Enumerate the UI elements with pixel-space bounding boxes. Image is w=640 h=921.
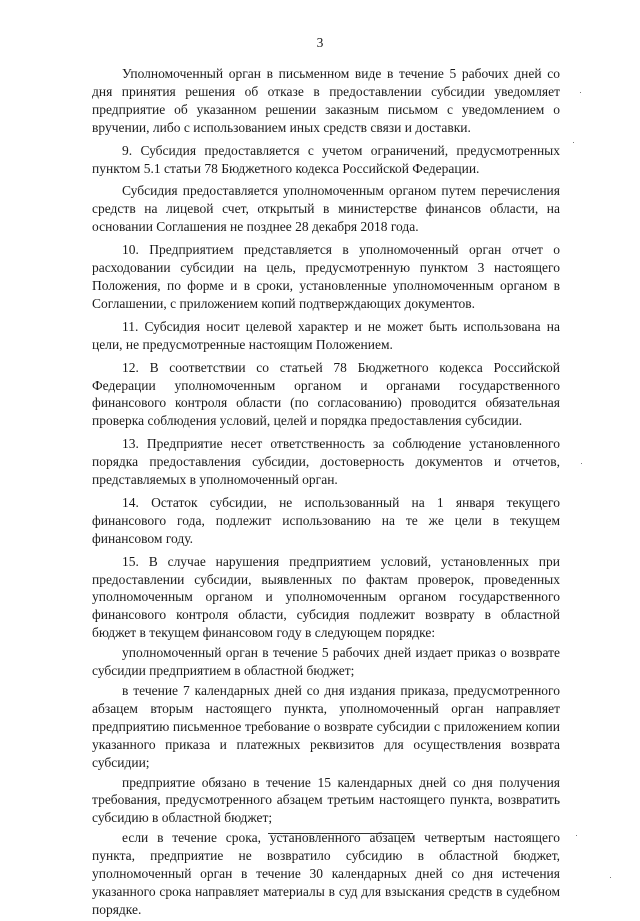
paragraph-15-step-4: если в течение срока, установленного абзацем четвертым настоящего пункта, предприятие не возвратило субсидию в областной бюджет, уполномоченный орган в течение 30 календарных дней со дня истечения указанного срока направляет материалы в суд для взыскания средств в судебном порядке. xyxy=(92,830,560,917)
page-number: 3 xyxy=(316,35,324,50)
paragraph-11: 11. Субсидия носит целевой характер и не может быть использована на цели, не предусмотренные настоящим Положением. xyxy=(92,318,560,352)
scan-speck xyxy=(581,463,582,464)
paragraph-15-step-1: уполномоченный орган в течение 5 рабочих дней издает приказ о возврате субсидии предприятием в областной бюджет; xyxy=(92,645,560,679)
paragraph-12: 12. В соответствии со статьей 78 Бюджетного кодекса Российской Федерации уполномоченным органом и органами государственного финансового контроля области (по согласованию) проводится обязательная проверка соблюдения условий, целей и порядка предоставления субсидии. xyxy=(92,359,560,429)
paragraph-14: 14. Остаток субсидии, не использованный на 1 января текущего финансового года, подлежит использованию на те же цели в текущем финансовом году. xyxy=(92,494,560,546)
scan-speck xyxy=(580,92,581,93)
paragraph-10: 10. Предприятием представляется в уполномоченный орган отчет о расходовании субсидии на цель, предусмотренную пунктом 3 настоящего Положения, по форме и в сроки, установленные уполномоченным органом в Соглашении, с приложением копий подтверждающих документов. xyxy=(92,242,560,311)
end-of-text-rule xyxy=(268,833,413,834)
paragraph-15-step-2: в течение 7 календарных дней со дня издания приказа, предусмотренного абзацем вторым настоящего пункта, уполномоченный орган направляет предприятию письменное требование о возврате субсидии с приложением копии указанного приказа и платежных реквизитов для осуществления возврата субсидии; xyxy=(92,683,560,770)
paragraph-9-transfer: Субсидия предоставляется уполномоченным органом путем перечисления средств на лицевой счет, открытый в министерстве финансов области, на основании Соглашения не позднее 28 декабря 2018 года. xyxy=(92,183,560,235)
scan-speck xyxy=(573,142,574,143)
scan-speck xyxy=(610,877,611,878)
scan-speck xyxy=(576,835,577,836)
paragraph-refusal-notice: Уполномоченный орган в письменном виде в течение 5 рабочих дней со дня принятия решения об отказе в предоставлении субсидии уведомляет предприятие об указанном решении заказным письмом с уведомлением о вручении, либо с использованием иных средств связи и доставки. xyxy=(92,66,560,135)
paragraph-13: 13. Предприятие несет ответственность за соблюдение установленного порядка предоставления субсидии, достоверность документов и отчетов, представляемых в уполномоченный орган. xyxy=(92,436,560,488)
paragraph-15-step-3: предприятие обязано в течение 15 календарных дней со дня получения требования, предусмотренного абзацем третьим настоящего пункта, возвратить субсидию в областной бюджет; xyxy=(92,774,560,826)
paragraph-9: 9. Субсидия предоставляется с учетом ограничений, предусмотренных пунктом 5.1 статьи 78 Бюджетного кодекса Российской Федерации. xyxy=(92,142,560,176)
document-body xyxy=(92,65,560,921)
paragraph-15: 15. В случае нарушения предприятием условий, установленных при предоставлении субсидии, выявленных по фактам проверок, проведенных уполномоченным органом и уполномоченным органом государственного финансового контроля области, субсидия подлежит возврату в областной бюджет в текущем финансовом году в следующем порядке: xyxy=(92,553,560,641)
